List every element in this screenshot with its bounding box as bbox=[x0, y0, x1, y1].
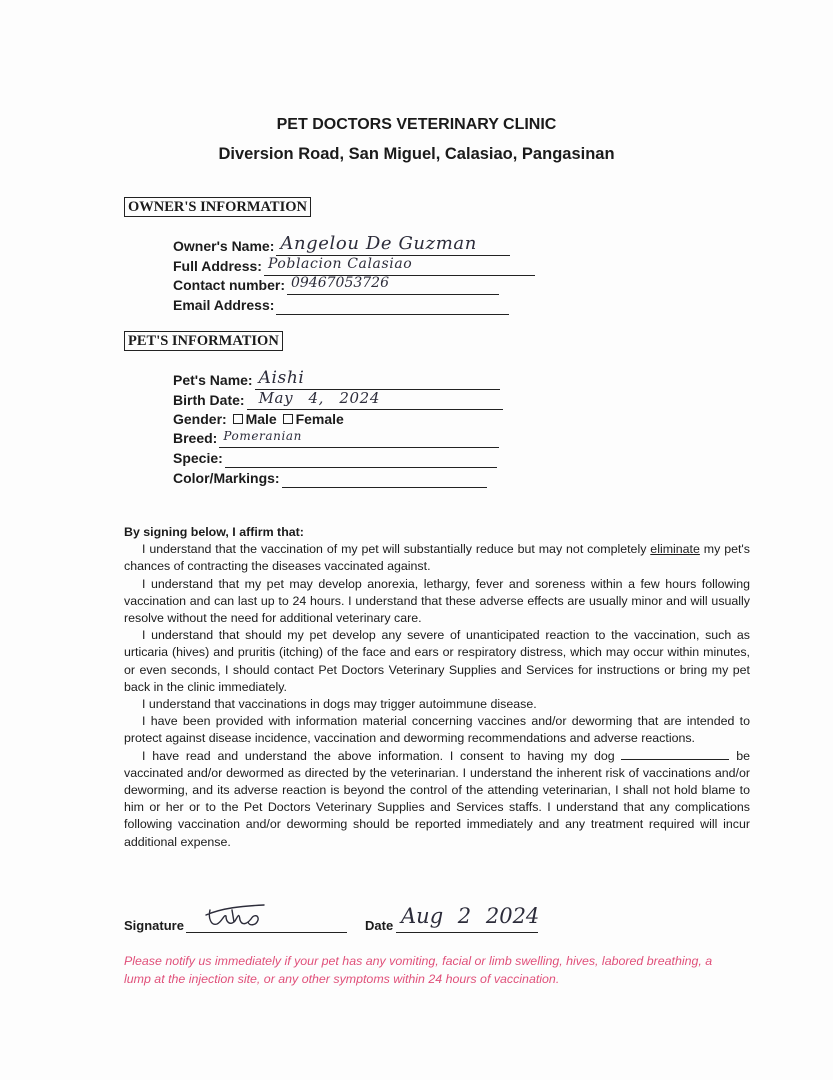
affirmation-paragraph bbox=[124, 748, 750, 851]
notice-text: Please notify us immediately if your pet has any vomiting, facial or limb swelling, hives, labored breathing, a lump at the injection site, or any other symptoms within 24 hours of vaccination. bbox=[124, 954, 713, 986]
affirmation-paragraph: I understand that should my pet develop any severe of unanticipated reaction to the vaccination, such as urticaria (hives) and pruritis (itching) of the face and ears or respiratory distress, which may occur within minutes, or even seconds, I should contact Pet Doctors Veterinary Supplies and Services for instructions or bring my pet back in the clinic immediately. bbox=[124, 628, 750, 694]
male-checkbox[interactable] bbox=[233, 414, 243, 424]
pet-breed-field bbox=[173, 428, 499, 448]
pet-breed-label: Breed: bbox=[173, 430, 218, 446]
affirmation-paragraph: I understand that vaccinations in dogs may trigger autoimmune disease. bbox=[142, 697, 537, 712]
pet-name-label: Pet's Name: bbox=[173, 372, 253, 388]
pet-name-field bbox=[173, 370, 500, 390]
affirmation-text: I understand that the vaccination of my pet will substantially reduce but may not completely bbox=[142, 542, 651, 557]
owner-email-field bbox=[173, 295, 509, 315]
owner-contact-label: Contact number: bbox=[173, 277, 285, 293]
female-checkbox[interactable] bbox=[283, 414, 293, 424]
pet-birth-line[interactable] bbox=[247, 389, 503, 410]
pet-breed-line[interactable] bbox=[219, 431, 499, 448]
pet-section-heading: PET'S INFORMATION bbox=[124, 331, 283, 351]
pet-breed-value: Pomeranian bbox=[223, 429, 302, 443]
affirmation-text: my pet's chances of contracting the diseases vaccinated against. bbox=[124, 542, 750, 574]
affirmation-block bbox=[124, 524, 750, 851]
signature-row bbox=[124, 904, 824, 940]
signature-line[interactable] bbox=[186, 932, 347, 933]
owner-name-field bbox=[173, 233, 510, 256]
owner-name-label: Owner's Name: bbox=[173, 238, 275, 254]
pet-color-line[interactable] bbox=[282, 471, 487, 488]
pet-name-value: Aishi bbox=[258, 368, 305, 388]
affirmation-lead: By signing below, I affirm that: bbox=[124, 525, 304, 539]
owner-contact-line[interactable] bbox=[287, 275, 499, 295]
affirmation-text: I have read and understand the above information. I consent to having my dog bbox=[142, 748, 622, 763]
owner-address-value: Poblacion Calasiao bbox=[267, 256, 413, 272]
pet-specie-label: Specie: bbox=[173, 450, 223, 466]
owner-address-label: Full Address: bbox=[173, 258, 262, 274]
affirmation-paragraph: I understand that my pet may develop anorexia, lethargy, fever and soreness within a few hours following vaccination and can last up to 24 hours. I understand that these adverse effects are usually minor and will usually resolve without the need for additional veterinary care. bbox=[124, 576, 750, 626]
owner-contact-value: 09467053726 bbox=[291, 275, 389, 291]
male-option-label: Male bbox=[245, 411, 277, 427]
pet-specie-line[interactable] bbox=[225, 451, 497, 468]
pet-color-field bbox=[173, 468, 487, 488]
owner-email-label: Email Address: bbox=[173, 297, 275, 313]
affirmation-text: be vaccinated and/or dewormed as directed by the veterinarian. I understand the inherent risk of vaccinations and/or deworming, and its adverse reaction is beyond the control of the attending veterinarian, I shall not hold blame to him or her or to the Pet Doctors Veterinary Supplies and Services staffs. I understand that any complications following vaccination and/or deworming should be reported immediately and any treatment required will incur additional expense. bbox=[124, 748, 750, 849]
affirmation-paragraph bbox=[124, 541, 750, 575]
pet-color-label: Color/Markings: bbox=[173, 470, 280, 486]
clinic-address: Diversion Road, San Miguel, Calasiao, Pangasinan bbox=[218, 145, 615, 163]
pet-specie-field bbox=[173, 448, 497, 468]
owner-section-heading: OWNER'S INFORMATION bbox=[124, 197, 311, 217]
dog-name-blank[interactable] bbox=[621, 748, 729, 760]
affirmation-underlined-word: eliminate bbox=[650, 542, 700, 557]
pet-gender-label: Gender: bbox=[173, 411, 227, 427]
owner-contact-field bbox=[173, 275, 499, 295]
pet-birth-label: Birth Date: bbox=[173, 392, 245, 408]
owner-email-line[interactable] bbox=[276, 298, 509, 315]
date-line[interactable] bbox=[396, 932, 538, 933]
clinic-name: PET DOCTORS VETERINARY CLINIC bbox=[276, 116, 557, 133]
signature-label: Signature bbox=[124, 918, 184, 933]
date-value: Aug 2 2024 bbox=[401, 904, 540, 928]
pet-birth-field bbox=[173, 390, 503, 410]
owner-name-value: Angelou De Guzman bbox=[280, 233, 477, 254]
female-option-label: Female bbox=[295, 411, 344, 427]
affirmation-paragraph: I have been provided with information material concerning vaccines and/or deworming that are intended to protect against disease incidence, vaccination and deworming recommendations and adverse reactions. bbox=[124, 714, 750, 746]
pet-birth-value: May 4, 2024 bbox=[258, 389, 380, 407]
date-label: Date bbox=[365, 918, 394, 933]
signature-scribble-icon bbox=[202, 902, 292, 932]
